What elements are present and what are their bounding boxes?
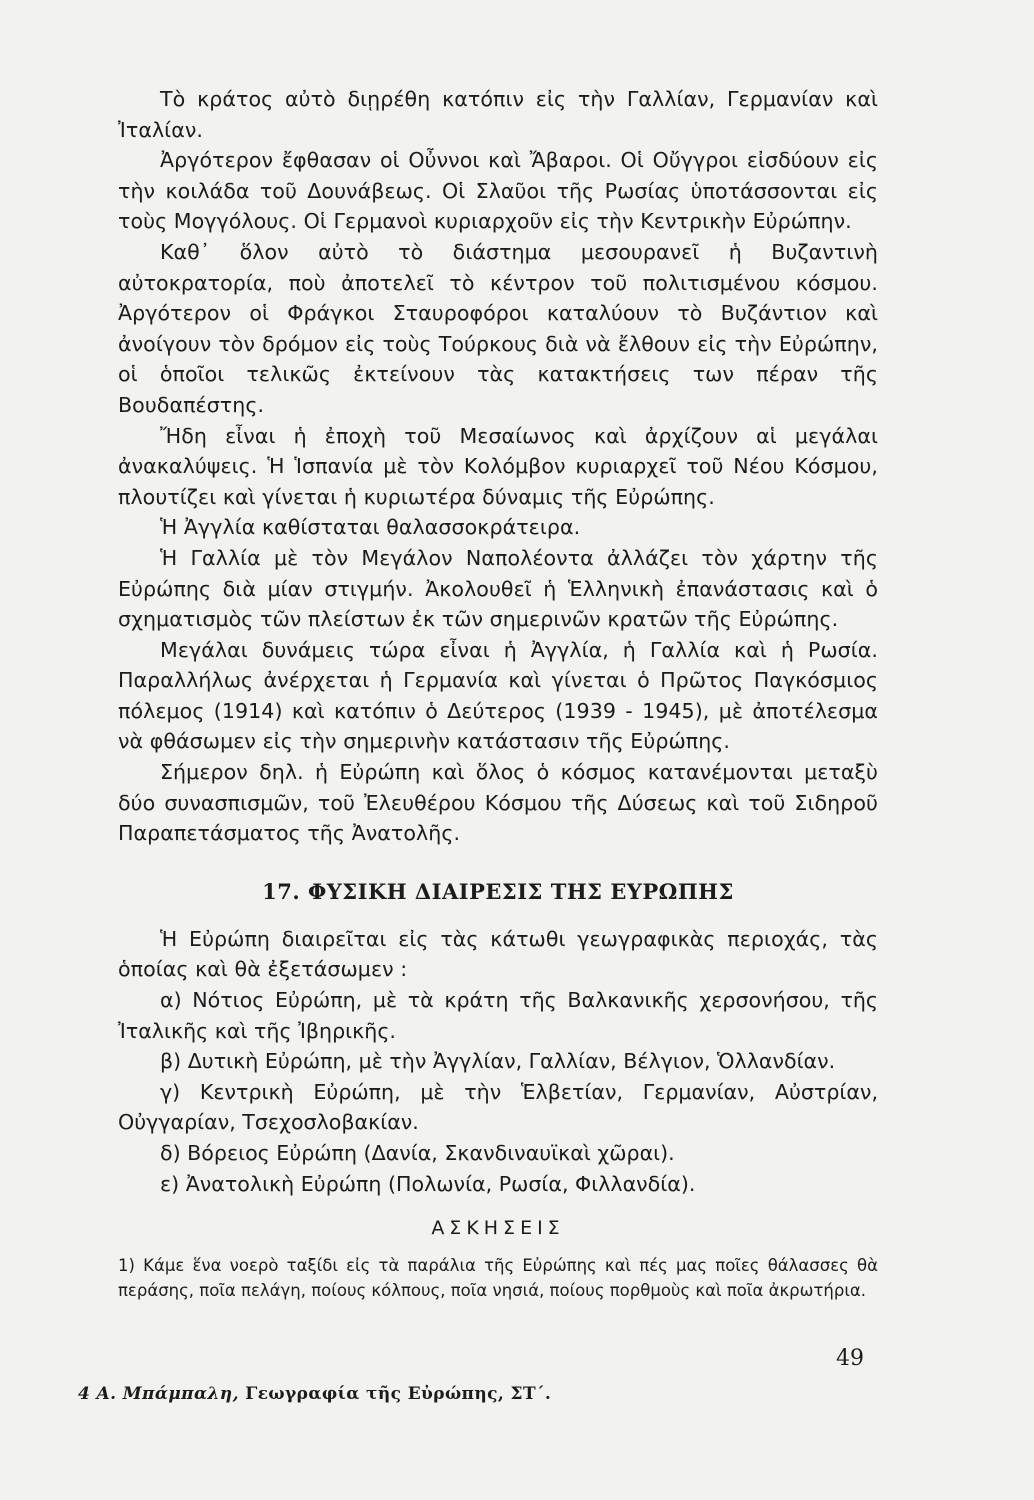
section-heading: 17. ΦΥΣΙΚΗ ΔΙΑΙΡΕΣΙΣ ΤΗΣ ΕΥΡΩΠΗΣ bbox=[262, 878, 734, 904]
list-item: α) Νότιος Εὐρώπη, μὲ τὰ κράτη τῆς Βαλκανικῆς χερσονήσου, τῆς Ἰταλικῆς καὶ τῆς Ἰβηρικῆς. bbox=[118, 988, 878, 1043]
list-item: δ) Βόρειος Εὐρώπη (Δανία, Σκανδιναυϊκαὶ χῶραι). bbox=[160, 1141, 675, 1165]
paragraph-1: Τὸ κράτος αὐτὸ διῃρέθη κατόπιν εἰς τὴν Γαλλίαν, Γερμανίαν καὶ Ἰταλίαν. bbox=[118, 87, 878, 142]
section-intro: Ἡ Εὐρώπη διαιρεῖται εἰς τὰς κάτωθι γεωγραφικὰς περιοχάς, τὰς ὁποίας καὶ θὰ ἐξετάσωμεν : bbox=[118, 926, 878, 982]
page-number: 49 bbox=[836, 1346, 864, 1371]
exercise-item: 1) Κάμε ἕνα νοερὸ ταξίδι εἰς τὰ παράλια τῆς Εὐρώπης καὶ πές μας ποῖες θάλασσες θὰ περάσης, ποῖα πελάγη, ποίους κόλπους, ποῖα νησιά, ποίους πορθμοὺς καὶ ποῖα ἀκρωτήρια. bbox=[118, 1256, 878, 1301]
list-item: β) Δυτικὴ Εὐρώπη, μὲ τὴν Ἀγγλίαν, Γαλλίαν, Βέλγιον, Ὁλλανδίαν. bbox=[160, 1049, 836, 1074]
page-body bbox=[118, 84, 878, 1303]
list-item: ε) Ἀνατολικὴ Εὐρώπη (Πολωνία, Ρωσία, Φιλλανδία). bbox=[160, 1171, 696, 1196]
paragraph-4: Ἤδη εἶναι ἡ ἐποχὴ τοῦ Μεσαίωνος καὶ ἀρχίζουν αἱ μεγάλαι ἀνακαλύψεις. Ἡ Ἱσπανία μὲ τὸν Κολόμβον κυριαρχεῖ τοῦ Νέου Κόσμου, πλουτίζει καὶ γίνεται ἡ κυριωτέρα δύναμις τῆς Εὐρώπης. bbox=[118, 423, 878, 509]
footer-book-title: Γεωγραφία τῆς Εὐρώπης, ΣΤ΄. bbox=[245, 1384, 552, 1404]
paragraph-7: Μεγάλαι δυνάμεις τώρα εἶναι ἡ Ἀγγλία, ἡ Γαλλία καὶ ἡ Ρωσία. Παραλλήλως ἀνέρχεται ἡ Γερμανία καὶ γίνεται ὁ Πρῶτος Παγκόσμιος πόλεμος (1914) καὶ κατόπιν ὁ Δεύτερος (1939 - 1945), μὲ ἀποτέλεσμα νὰ φθάσωμεν εἰς τὴν σημερινὴν κατάστασιν τῆς Εὐρώπης. bbox=[118, 637, 878, 754]
footer-author: 4 Α. Μπάμπαλη, bbox=[78, 1384, 239, 1404]
paragraph-6: Ἡ Γαλλία μὲ τὸν Μεγάλον Ναπολέοντα ἀλλάζει τὸν χάρτην τῆς Εὐρώπης διὰ μίαν στιγμήν. Ἀκολουθεῖ ἡ Ἑλληνικὴ ἐπανάστασις καὶ ὁ σχηματισμὸς τῶν πλείστων ἐκ τῶν σημερινῶν κρατῶν τῆς Εὐρώπης. bbox=[118, 545, 878, 632]
list-item: γ) Κεντρικὴ Εὐρώπη, μὲ τὴν Ἑλβετίαν, Γερμανίαν, Αὐστρίαν, Οὐγγαρίαν, Τσεχοσλοβακίαν. bbox=[118, 1079, 878, 1135]
paragraph-8: Σήμερον δηλ. ἡ Εὐρώπη καὶ ὅλος ὁ κόσμος κατανέμονται μεταξὺ δύο συνασπισμῶν, τοῦ Ἐλευθέρου Κόσμου τῆς Δύσεως καὶ τοῦ Σιδηροῦ Παραπετάσματος τῆς Ἀνατολῆς. bbox=[118, 760, 878, 846]
paragraph-5: Ἡ Ἀγγλία καθίσταται θαλασσοκράτειρα. bbox=[160, 515, 581, 540]
footer-signature bbox=[78, 1384, 551, 1404]
paragraph-2: Ἀργότερον ἔφθασαν οἱ Οὖννοι καὶ Ἄβαροι. Οἱ Οὔγγροι εἰσδύουν εἰς τὴν κοιλάδα τοῦ Δουνάβεως. Οἱ Σλαῦοι τῆς Ρωσίας ὑποτάσσονται εἰς τοὺς Μογγόλους. Οἱ Γερμανοὶ κυριαρχοῦν εἰς τὴν Κεντρικὴν Εὐρώπην. bbox=[118, 148, 878, 234]
paragraph-3: Καθ᾽ ὅλον αὐτὸ τὸ διάστημα μεσουρανεῖ ἡ Βυζαντινὴ αὐτοκρατορία, ποὺ ἀποτελεῖ τὸ κέντρον τοῦ πολιτισμένου κόσμου. Ἀργότερον οἱ Φράγκοι Σταυροφόροι καταλύουν τὸ Βυζάντιον καὶ ἀνοίγουν τὸν δρόμον εἰς τοὺς Τούρκους διὰ νὰ ἔλθουν εἰς τὴν Εὐρώπην, οἱ ὁποῖοι τελικῶς ἐκτείνουν τὰς κατακτήσεις των πέραν τῆς Βουδαπέστης. bbox=[118, 239, 878, 417]
exercises-title: ΑΣΚΗΣΕΙΣ bbox=[431, 1217, 565, 1240]
